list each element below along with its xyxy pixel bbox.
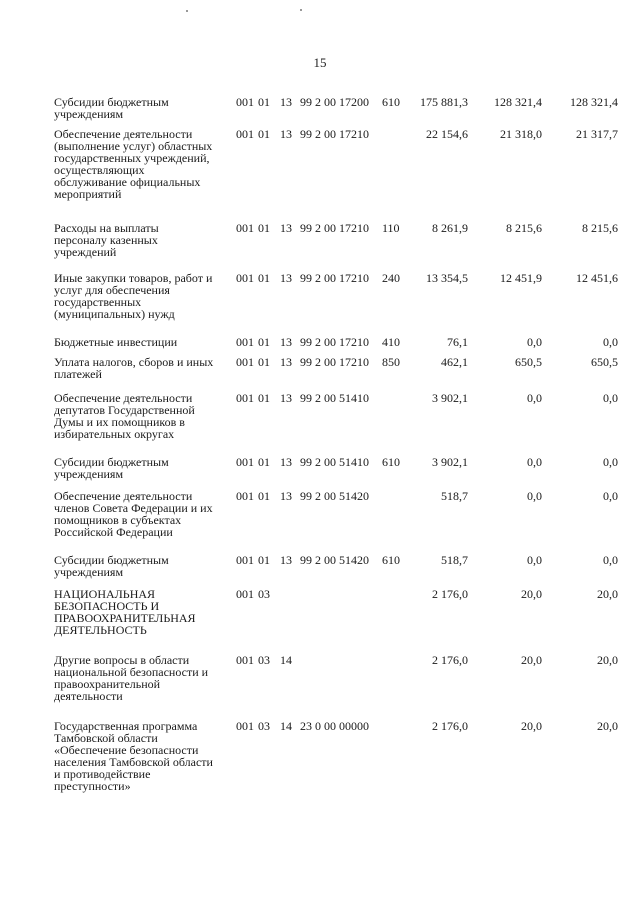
row-name: Расходы на выплаты персоналу казенных учреждений <box>54 221 159 259</box>
row-pr: 13 <box>280 553 292 567</box>
row-rz: 01 <box>258 355 270 369</box>
row-value-1: 175 881,3 <box>420 95 468 109</box>
row-ved: 001 <box>236 719 254 733</box>
row-pr: 13 <box>280 271 292 285</box>
row-value-1: 76,1 <box>447 335 468 349</box>
row-csr: 99 2 00 51420 <box>300 489 369 503</box>
row-name: Обеспечение деятельности (выполнение услуг) областных государственных учреждений, осуществляющих обслуживание официальных мероприятий <box>54 127 213 201</box>
row-vr: 110 <box>382 221 400 235</box>
row-value-2: 0,0 <box>527 455 542 469</box>
row-ved: 001 <box>236 653 254 667</box>
row-csr: 99 2 00 17200 <box>300 95 369 109</box>
row-value-2: 8 215,6 <box>506 221 542 235</box>
row-value-3: 0,0 <box>603 553 618 567</box>
row-value-1: 3 902,1 <box>432 455 468 469</box>
row-pr: 13 <box>280 355 292 369</box>
row-value-3: 0,0 <box>603 335 618 349</box>
row-value-2: 0,0 <box>527 391 542 405</box>
row-value-3: 12 451,6 <box>576 271 618 285</box>
row-rz: 01 <box>258 455 270 469</box>
row-rz: 01 <box>258 127 270 141</box>
row-name: Обеспечение деятельности депутатов Государственной Думы и их помощников в избирательных округах <box>54 391 195 441</box>
row-rz: 03 <box>258 653 270 667</box>
row-pr: 13 <box>280 221 292 235</box>
row-csr: 99 2 00 51410 <box>300 391 369 405</box>
row-ved: 001 <box>236 553 254 567</box>
scan-speck <box>300 9 302 11</box>
row-name: Субсидии бюджетным учреждениям <box>54 455 169 481</box>
row-pr: 13 <box>280 335 292 349</box>
row-rz: 01 <box>258 489 270 503</box>
row-csr: 99 2 00 17210 <box>300 127 369 141</box>
row-csr: 99 2 00 51410 <box>300 455 369 469</box>
row-ved: 001 <box>236 221 254 235</box>
scan-speck <box>186 10 188 12</box>
row-value-3: 8 215,6 <box>582 221 618 235</box>
row-value-2: 20,0 <box>521 653 542 667</box>
row-name: Бюджетные инвестиции <box>54 335 178 349</box>
row-value-3: 0,0 <box>603 391 618 405</box>
row-value-2: 0,0 <box>527 335 542 349</box>
row-value-3: 21 317,7 <box>576 127 618 141</box>
row-value-1: 22 154,6 <box>426 127 468 141</box>
row-ved: 001 <box>236 271 254 285</box>
row-ved: 001 <box>236 95 254 109</box>
row-value-2: 12 451,9 <box>500 271 542 285</box>
row-name: Обеспечение деятельности членов Совета Федерации и их помощников в субъектах Российской Федерации <box>54 489 213 539</box>
row-name: Субсидии бюджетным учреждениям <box>54 95 169 121</box>
row-csr: 99 2 00 17210 <box>300 335 369 349</box>
row-value-1: 3 902,1 <box>432 391 468 405</box>
row-rz: 01 <box>258 553 270 567</box>
row-name: Другие вопросы в области национальной безопасности и правоохранительной деятельности <box>54 653 209 703</box>
row-pr: 13 <box>280 455 292 469</box>
row-ved: 001 <box>236 355 254 369</box>
row-ved: 001 <box>236 587 254 601</box>
row-vr: 240 <box>382 271 400 285</box>
row-pr: 14 <box>280 653 292 667</box>
row-rz: 01 <box>258 391 270 405</box>
row-value-1: 13 354,5 <box>426 271 468 285</box>
row-csr: 23 0 00 00000 <box>300 719 369 733</box>
row-vr: 610 <box>382 455 400 469</box>
row-value-3: 0,0 <box>603 489 618 503</box>
row-pr: 13 <box>280 95 292 109</box>
row-csr: 99 2 00 17210 <box>300 355 369 369</box>
row-vr: 850 <box>382 355 400 369</box>
row-name: Уплата налогов, сборов и иных платежей <box>54 355 214 381</box>
row-vr: 610 <box>382 95 400 109</box>
row-ved: 001 <box>236 335 254 349</box>
row-rz: 01 <box>258 271 270 285</box>
row-value-3: 20,0 <box>597 653 618 667</box>
row-ved: 001 <box>236 455 254 469</box>
row-value-3: 650,5 <box>591 355 618 369</box>
row-ved: 001 <box>236 127 254 141</box>
row-vr: 410 <box>382 335 400 349</box>
row-csr: 99 2 00 51420 <box>300 553 369 567</box>
row-rz: 01 <box>258 335 270 349</box>
row-name: Иные закупки товаров, работ и услуг для обеспечения государственных (муниципальных) нужд <box>54 271 213 321</box>
row-value-3: 128 321,4 <box>570 95 618 109</box>
row-rz: 01 <box>258 221 270 235</box>
row-value-1: 2 176,0 <box>432 587 468 601</box>
row-value-1: 462,1 <box>441 355 468 369</box>
row-value-3: 20,0 <box>597 587 618 601</box>
row-ved: 001 <box>236 391 254 405</box>
row-pr: 13 <box>280 489 292 503</box>
row-rz: 03 <box>258 587 270 601</box>
row-value-3: 20,0 <box>597 719 618 733</box>
row-csr: 99 2 00 17210 <box>300 221 369 235</box>
row-ved: 001 <box>236 489 254 503</box>
row-pr: 13 <box>280 391 292 405</box>
row-name: НАЦИОНАЛЬНАЯ БЕЗОПАСНОСТЬ И ПРАВООХРАНИТЕЛЬНАЯ ДЕЯТЕЛЬНОСТЬ <box>54 587 196 637</box>
row-name: Государственная программа Тамбовской области «Обеспечение безопасности населения Тамбовской области и противодействие преступности» <box>54 719 213 793</box>
page-number: 15 <box>313 55 327 70</box>
row-pr: 13 <box>280 127 292 141</box>
row-value-3: 0,0 <box>603 455 618 469</box>
row-value-2: 21 318,0 <box>500 127 542 141</box>
row-value-2: 20,0 <box>521 719 542 733</box>
row-value-2: 0,0 <box>527 489 542 503</box>
row-value-1: 518,7 <box>441 489 468 503</box>
row-value-2: 128 321,4 <box>494 95 542 109</box>
row-value-1: 2 176,0 <box>432 653 468 667</box>
row-name: Субсидии бюджетным учреждениям <box>54 553 169 579</box>
row-csr: 99 2 00 17210 <box>300 271 369 285</box>
row-value-2: 650,5 <box>515 355 542 369</box>
row-vr: 610 <box>382 553 400 567</box>
row-value-1: 8 261,9 <box>432 221 468 235</box>
row-rz: 03 <box>258 719 270 733</box>
row-value-2: 0,0 <box>527 553 542 567</box>
row-pr: 14 <box>280 719 292 733</box>
row-value-2: 20,0 <box>521 587 542 601</box>
row-rz: 01 <box>258 95 270 109</box>
row-value-1: 518,7 <box>441 553 468 567</box>
row-value-1: 2 176,0 <box>432 719 468 733</box>
